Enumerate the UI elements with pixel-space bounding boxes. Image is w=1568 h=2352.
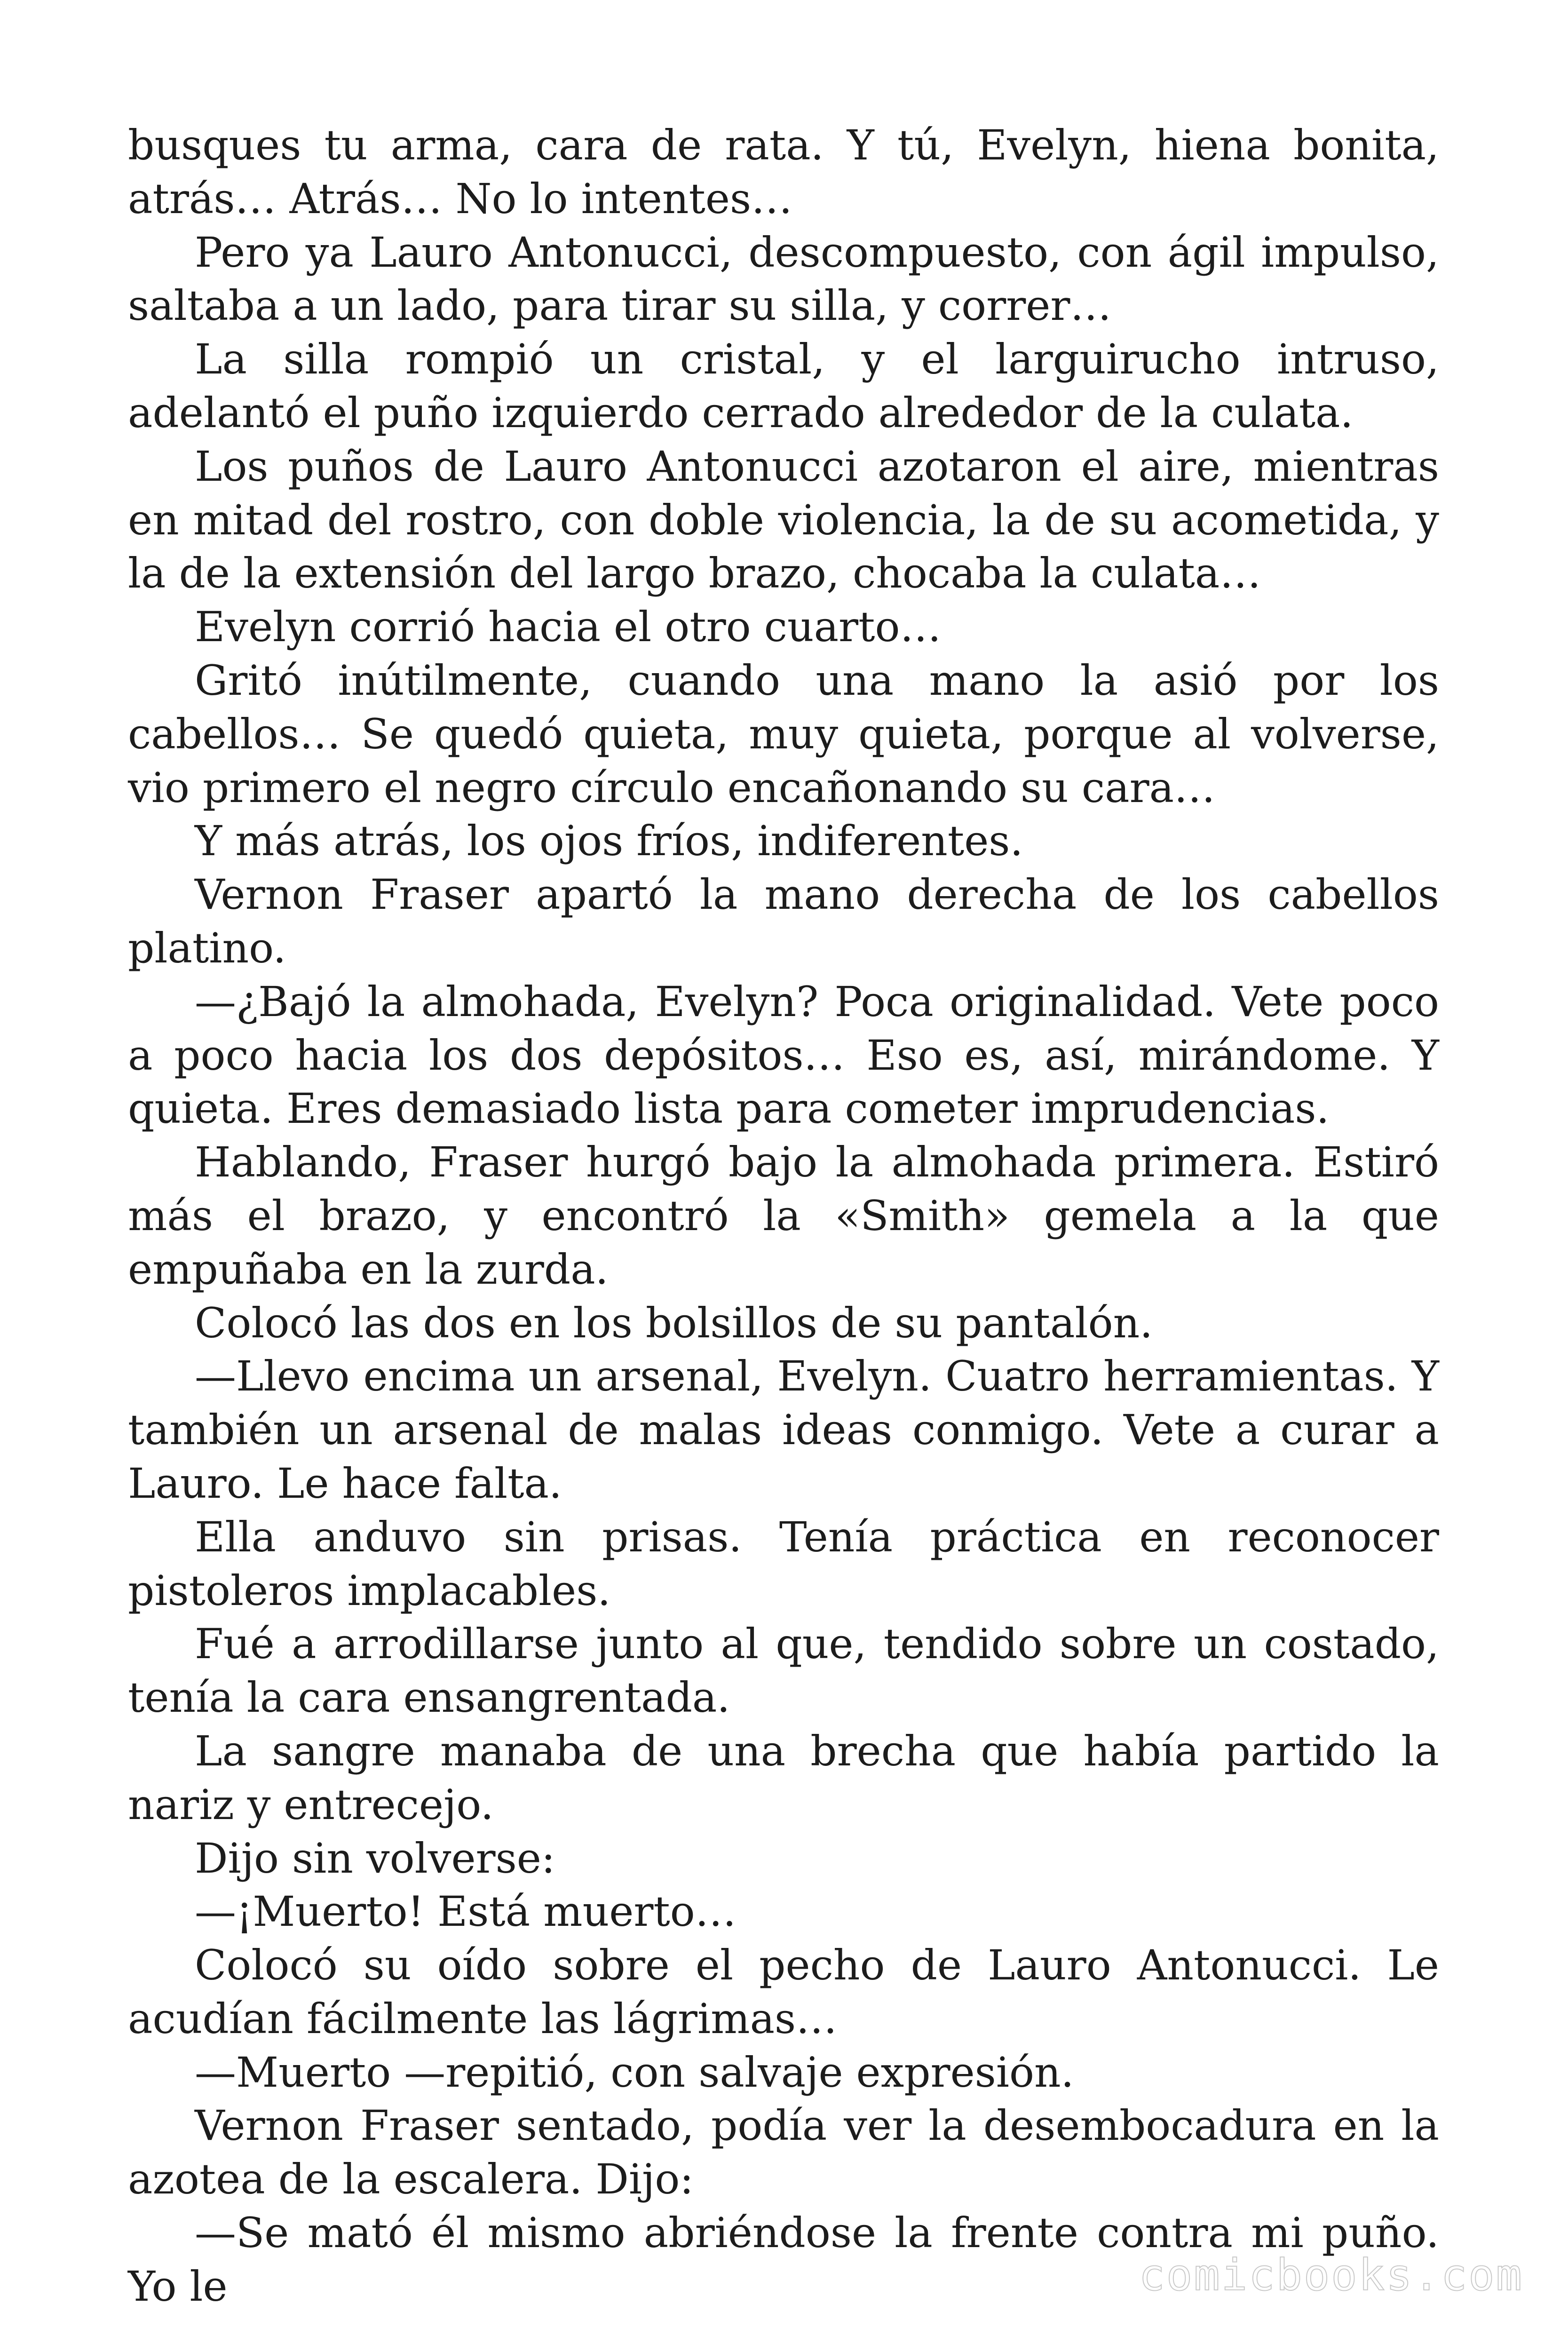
paragraph-16: Dijo sin volverse: — [195, 1834, 555, 1883]
paragraph-7: Y más atrás, los ojos fríos, indiferentes. — [195, 817, 1023, 866]
paragraph-12: —Llevo encima un arsenal, Evelyn. Cuatro herramientas. Y también un arsenal de malas ideas conmigo. Vete a curar a Lauro. Le hace falta. — [128, 1352, 1439, 1508]
paragraph-3: La silla rompió un cristal, y el larguirucho intruso, adelantó el puño izquierdo cerrado alrededor de la culata. — [128, 335, 1439, 437]
paragraph-6: Gritó inútilmente, cuando una mano la asió por los cabellos… Se quedó quieta, muy quieta, porque al volverse, vio primero el negro círculo encañonando su cara… — [128, 656, 1439, 812]
paragraph-5: Evelyn corrió hacia el otro cuarto… — [195, 603, 942, 652]
paragraph-8: Vernon Fraser apartó la mano derecha de los cabellos platino. — [128, 870, 1439, 972]
paragraph-9: —¿Bajó la almohada, Evelyn? Poca originalidad. Vete poco a poco hacia los dos depósitos… Eso es, así, mirándome. Y quieta. Eres demasiado lista para cometer imprudencias. — [128, 977, 1439, 1133]
paragraph-19: —Muerto —repitió, con salvaje expresión. — [195, 2048, 1074, 2097]
watermark-text: comicbooks.com — [1139, 2250, 1523, 2300]
paragraph-4: Los puños de Lauro Antonucci azotaron el aire, mientras en mitad del rostro, con doble violencia, la de su acometida, y la de la extensión del largo brazo, chocaba la culata… — [128, 442, 1439, 598]
paragraph-11: Colocó las dos en los bolsillos de su pantalón. — [195, 1298, 1153, 1347]
paragraph-17: —¡Muerto! Está muerto… — [195, 1887, 736, 1936]
paragraph-21: —Se mató él mismo abriéndose la frente contra mi puño. Yo le — [128, 2209, 1439, 2311]
body-text — [128, 119, 1439, 2313]
paragraph-18: Colocó su oído sobre el pecho de Lauro Antonucci. Le acudían fácilmente las lágrimas… — [128, 1941, 1439, 2043]
paragraph-20: Vernon Fraser sentado, podía ver la desembocadura en la azotea de la escalera. Dijo: — [128, 2101, 1439, 2204]
paragraph-10: Hablando, Fraser hurgó bajo la almohada primera. Estiró más el brazo, y encontró la «Smith» gemela a la que empuñaba en la zurda. — [128, 1138, 1439, 1294]
paragraph-13: Ella anduvo sin prisas. Tenía práctica en reconocer pistoleros implacables. — [128, 1512, 1439, 1615]
paragraph-2: Pero ya Lauro Antonucci, descompuesto, con ágil impulso, saltaba a un lado, para tirar su silla, y correr… — [128, 228, 1439, 330]
paragraph-14: Fué a arrodillarse junto al que, tendido sobre un costado, tenía la cara ensangrentada. — [128, 1620, 1439, 1722]
paragraph-1: busques tu arma, cara de rata. Y tú, Evelyn, hiena bonita, atrás… Atrás… No lo intentes… — [128, 121, 1439, 223]
paragraph-15: La sangre manaba de una brecha que había partido la nariz y entrecejo. — [128, 1726, 1439, 1829]
